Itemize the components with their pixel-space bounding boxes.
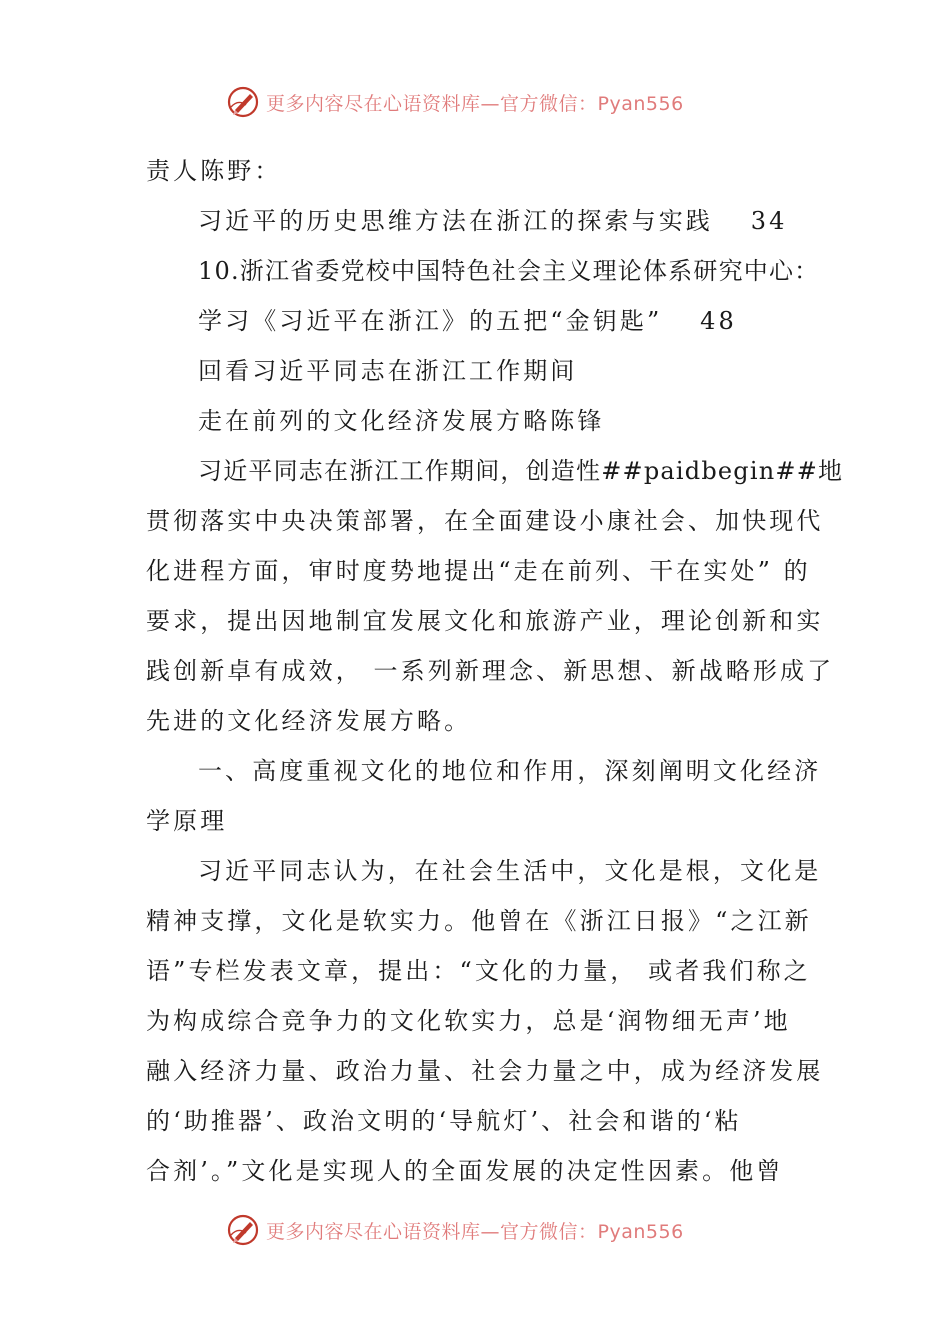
body-line: 习近平同志认为，在社会生活中，文化是根，文化是 — [198, 857, 822, 885]
body-line: 精神支撑，文化是软实力。他曾在《浙江日报》“之江新 — [146, 907, 812, 935]
footer-banner — [226, 1210, 746, 1250]
footer-banner-text: 更多内容尽在心语资料库—官方微信：Pyan556 — [266, 1220, 684, 1243]
document-body — [146, 146, 844, 1196]
pen-logo-icon — [226, 85, 260, 119]
section-heading-cont: 学原理 — [146, 807, 228, 835]
body-line: 践创新卓有成效， 一系列新理念、新思想、新战略形成了 — [146, 657, 835, 685]
body-line: 要求，提出因地制宜发展文化和旅游产业，理论创新和实 — [146, 607, 824, 635]
body-line: 先进的文化经济发展方略。 — [146, 707, 472, 735]
body-line: 走在前列的文化经济发展方略陈锋 — [198, 407, 605, 435]
body-line: 语”专栏发表文章，提出：“文化的力量， 或者我们称之 — [146, 957, 811, 985]
body-line: 的‘助推器’、政治文明的‘导航灯’、社会和谐的‘粘 — [146, 1107, 742, 1135]
header-banner — [226, 82, 746, 122]
body-line: 学习《习近平在浙江》的五把“金钥匙” 48 — [198, 307, 737, 335]
pen-logo-icon — [226, 1213, 260, 1247]
body-line: 合剂’。”文化是实现人的全面发展的决定性因素。他曾 — [146, 1157, 784, 1185]
body-line: 为构成综合竞争力的文化软实力，总是‘润物细无声’地 — [146, 1007, 791, 1035]
body-line: 贯彻落实中央决策部署，在全面建设小康社会、加快现代 — [146, 507, 824, 535]
body-line: 习近平的历史思维方法在浙江的探索与实践 34 — [198, 207, 788, 235]
body-line: 习近平同志在浙江工作期间，创造性##paidbegin##地 — [198, 457, 844, 485]
section-heading: 一、高度重视文化的地位和作用，深刻阐明文化经济 — [198, 757, 822, 785]
body-line: 责人陈野： — [146, 157, 282, 185]
body-line: 10.浙江省委党校中国特色社会主义理论体系研究中心： — [198, 257, 820, 285]
body-line: 回看习近平同志在浙江工作期间 — [198, 357, 578, 385]
body-line: 融入经济力量、政治力量、社会力量之中，成为经济发展 — [146, 1057, 824, 1085]
body-line: 化进程方面，审时度势地提出“走在前列、干在实处” 的 — [146, 557, 811, 585]
header-banner-text: 更多内容尽在心语资料库—官方微信：Pyan556 — [266, 92, 684, 115]
